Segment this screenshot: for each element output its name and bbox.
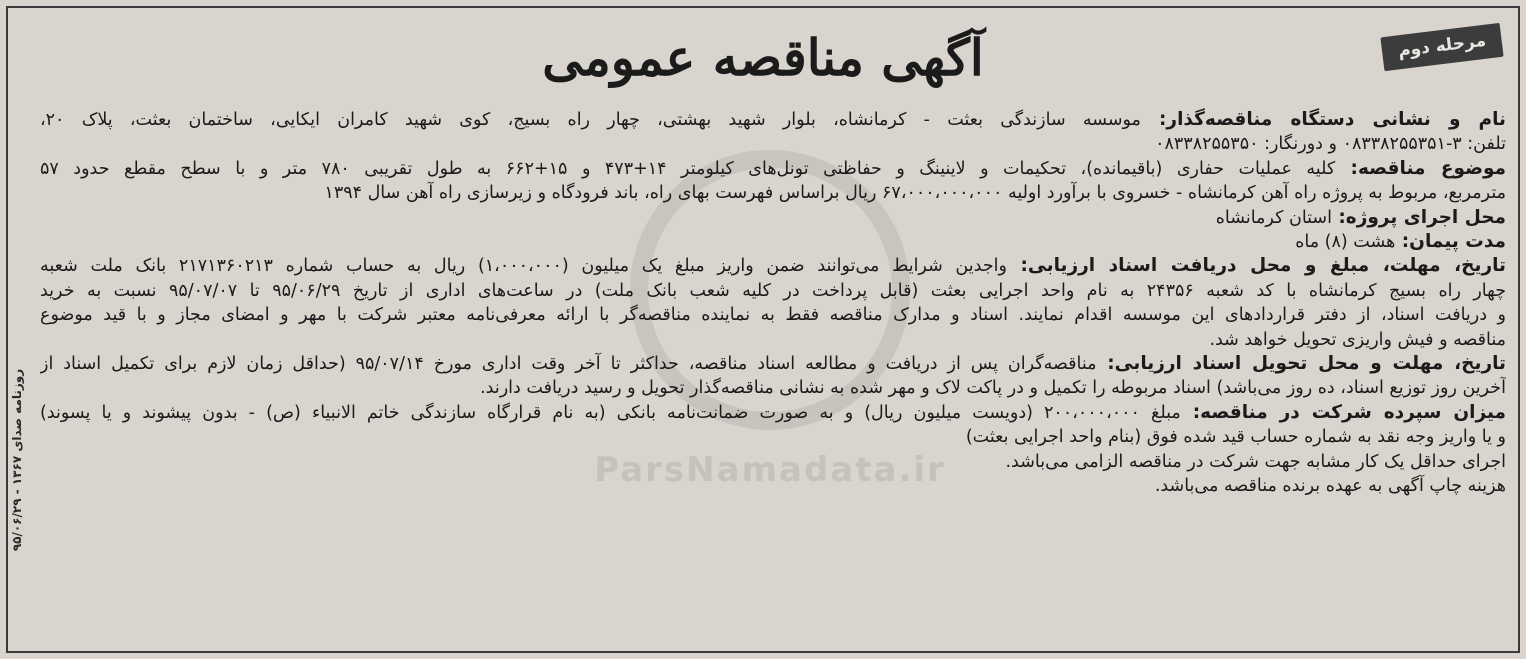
text-line [40, 474, 1506, 498]
line-label: مدت پیمان: [1395, 231, 1506, 253]
line-text: تلفن: ۳-۰۸۳۳۸۲۵۵۳۵۱ و دورنگار: ۰۸۳۳۸۲۵۵۳۵۰ [1155, 134, 1506, 155]
text-line [40, 108, 1506, 132]
stage-badge: مرحله دوم [1380, 23, 1504, 71]
text-line [40, 132, 1506, 156]
line-text: هشت (۸) ماه [1295, 232, 1396, 253]
text-line [40, 157, 1506, 181]
line-text: موسسه سازندگی بعثت - کرمانشاه، بلوار شهید بهشتی، چهار راه بسیج، کوی شهید کامران ایکایی، ساختمان بعثت، پلاک ۲۰، [40, 110, 1141, 130]
text-line [40, 303, 1506, 327]
line-label: موضوع مناقصه: [1335, 157, 1506, 179]
line-text: چهار راه بسیج کرمانشاه با کد شعبه ۲۴۳۵۶ به نام واحد اجرایی بعثت (قابل پرداخت در کلیه شعب بانک ملت) در ساعت‌های اداری از تاریخ ۹۵/۰۶/۲۹ تا ۹۵/۰۷/۰۷ نسبت به خرید [40, 280, 1506, 301]
text-line [40, 376, 1506, 400]
line-label: محل اجرای پروژه: [1331, 206, 1506, 228]
line-text: مترمربع، مربوط به پروژه راه آهن کرمانشاه - خسروی با برآورد اولیه ۶۷،۰۰۰،۰۰۰،۰۰۰ ریال براساس فهرست بهای راه، باند فرودگاه و زیرسازی راه آهن سال ۱۳۹۴ [324, 183, 1506, 204]
line-label: تاریخ، مهلت و محل تحویل اسناد ارزیابی: [1096, 353, 1506, 375]
line-label: میزان سپرده شرکت در مناقصه: [1180, 401, 1506, 423]
ad-body [40, 108, 1506, 499]
text-line [40, 352, 1506, 376]
side-note [0, 310, 34, 610]
line-label: تاریخ، مهلت، مبلغ و محل دریافت اسناد ارزیابی: [1006, 255, 1506, 277]
line-text: هزینه چاپ آگهی به عهده برنده مناقصه می‌باشد. [1154, 476, 1506, 497]
text-line [40, 206, 1506, 230]
text-line [40, 328, 1506, 352]
line-text: مبلغ ۲۰۰،۰۰۰،۰۰۰ (دویست میلیون ریال) و به صورت ضمانت‌نامه بانکی (به نام قرارگاه سازندگی خاتم الانبیاء (ص) - بدون پیشوند و یا پسوند) [40, 402, 1181, 423]
watermark-text: ParsNamadata.ir [594, 450, 946, 490]
line-text: کلیه عملیات حفاری (باقیمانده)، تحکیمات و لاینینگ و حفاظتی تونل‌های کیلومتر ۱۴+۴۷۳ و ۱۵+۶۶۲ به طول تقریبی ۷۸۰ متر و با سطح مقطع حدود ۵۷ [40, 158, 1336, 179]
line-text: آخرین روز توزیع اسناد، ده روز می‌باشد) اسناد مربوطه را تکمیل و در پاکت لاک و مهر شده به نشانی مناقصه‌گذار تحویل و رسید دریافت دارند. [480, 378, 1506, 399]
line-text: مناقصه و فیش واریزی تحویل خواهد شد. [1209, 329, 1506, 350]
text-line [40, 254, 1506, 278]
line-text: اجرای حداقل یک کار مشابه جهت شرکت در مناقصه الزامی می‌باشد. [1005, 451, 1506, 472]
line-text: و دریافت اسناد، از دفتر قراردادهای این موسسه اقدام نمایند. اسناد و مدارک مناقصه فقط به نماینده مناقصه‌گر با ارائه معرفی‌نامه معتبر شرکت با مهر و امضای مجاز و با قید موضوع [40, 305, 1506, 326]
text-line [40, 450, 1506, 474]
side-note-text: روزنامه صدای ۱۳۶۷ - ۹۵/۰۶/۲۹ [10, 368, 25, 552]
line-text: مناقصه‌گران پس از دریافت و مطالعه اسناد مناقصه، حداکثر تا آخر وقت اداری مورخ ۹۵/۰۷/۱۴ (حداقل زمان لازم برای تکمیل اسناد از [40, 354, 1097, 375]
line-text: و یا واریز وجه نقد به شماره حساب قید شده فوق (بنام واحد اجرایی بعثت) [965, 427, 1506, 448]
text-line [40, 425, 1506, 449]
text-line [40, 230, 1506, 254]
line-text: واجدین شرایط می‌توانند ضمن واریز مبلغ یک میلیون (۱،۰۰۰،۰۰۰) ریال به حساب شماره ۲۱۷۱۳۶۰۲۱۳ بانک ملت شعبه [40, 256, 1007, 277]
line-label: نام و نشانی دستگاه مناقصه‌گذار: [1140, 109, 1506, 130]
text-line [40, 279, 1506, 303]
text-line [40, 181, 1506, 205]
text-line [40, 401, 1506, 425]
ad-title: آگهی مناقصه عمومی [542, 28, 984, 87]
line-text: استان کرمانشاه [1215, 207, 1332, 228]
